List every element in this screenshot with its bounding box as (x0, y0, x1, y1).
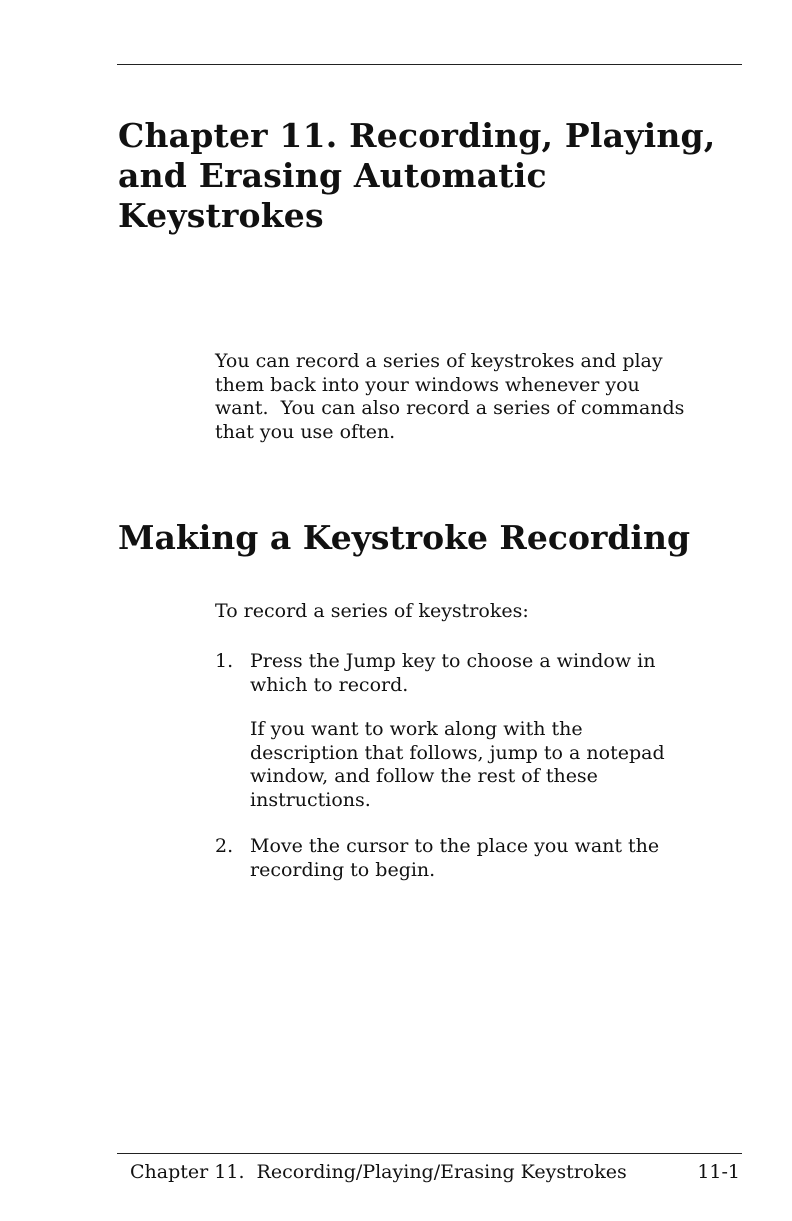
intro-line: want. You can also record a series of commands (215, 397, 685, 419)
step-line: Press the Jump key to choose a window in (250, 650, 656, 672)
step-line: which to record. (250, 673, 409, 696)
intro-line: them back into your windows whenever you (215, 373, 640, 396)
intro-line: You can record a series of keystrokes and play (215, 350, 663, 372)
step-note-line: instructions. (250, 788, 371, 811)
step-line: Move the cursor to the place you want the (250, 835, 660, 857)
chapter-title-line: Keystrokes (118, 196, 324, 235)
footer-running-title: Chapter 11. Recording/Playing/Erasing Keystrokes (130, 1161, 627, 1183)
step-note-line: If you want to work along with the (250, 718, 583, 740)
step-note-line: window, and follow the rest of these (250, 765, 598, 787)
step-number: 1. (215, 650, 234, 672)
intro-line: that you use often. (215, 420, 396, 443)
step-number: 2. (215, 835, 234, 857)
chapter-title-line: Chapter 11. Recording, Playing, (118, 116, 716, 155)
footer-page-number: 11-1 (697, 1161, 740, 1183)
bottom-rule (117, 1153, 742, 1154)
section-heading: Making a Keystroke Recording (118, 518, 691, 557)
step-text (250, 835, 659, 882)
step-note (250, 718, 665, 812)
chapter-title-line: and Erasing Automatic (118, 156, 547, 195)
lead-in-text: To record a series of keystrokes: (215, 600, 529, 622)
intro-paragraph (215, 350, 745, 444)
step-note-line: description that follows, jump to a notepad (250, 741, 665, 764)
step-text (250, 650, 655, 697)
top-rule (117, 64, 742, 65)
chapter-title (118, 116, 738, 236)
step-line: recording to begin. (250, 858, 436, 881)
